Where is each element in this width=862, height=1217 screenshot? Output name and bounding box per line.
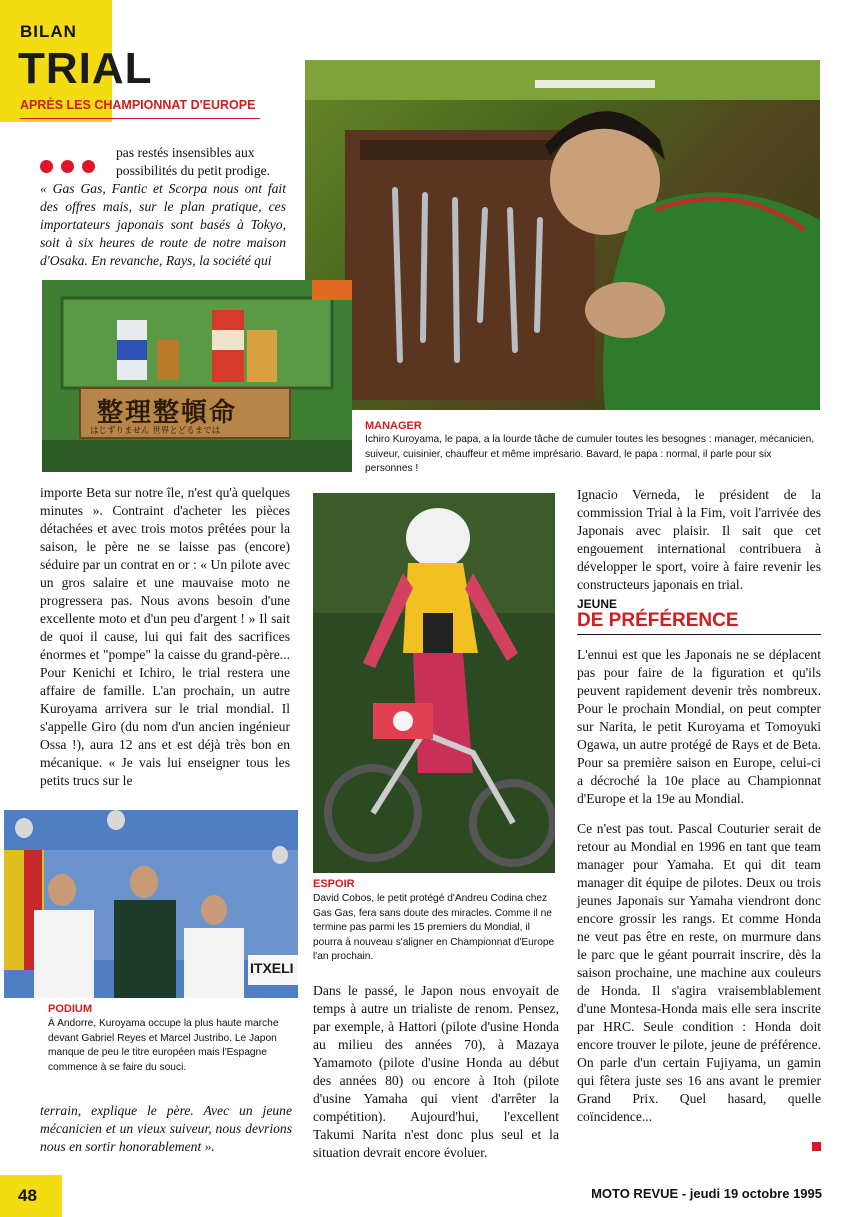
page-number: 48	[18, 1186, 37, 1205]
magazine-footer: MOTO REVUE - jeudi 19 octobre 1995	[591, 1186, 822, 1201]
rider-photo	[313, 493, 555, 873]
manager-photo	[305, 60, 820, 410]
intro-quote: « Gas Gas, Fantic et Scorpa nous ont fait des offres mais, sur le plan pratique, ces importateurs japonais sont basés à Tokyo, soit à six heures de route de notre maison d'Osaka. En revanche, Rays, la société qui	[40, 181, 286, 268]
section-title-small: JEUNE	[577, 597, 618, 611]
bullet-dots-icon	[40, 160, 103, 178]
caption-manager-head: MANAGER	[365, 420, 422, 432]
caption-espoir-text: David Cobos, le petit protégé d'Andreu Codina chez Gas Gas, fera sans doute des miracles. Comme il ne termine pas parmi les 15 premiers du Mondial, il pourra à nouveau s'aligner en Championnat d'Europe l'an prochain.	[313, 893, 555, 962]
col1-bottom: terrain, explique le père. Avec un jeune mécanicien et un vieux suiveur, nous devrions nous en sortir honorablement ».	[40, 1103, 292, 1154]
toolbox-photo-illustration	[42, 280, 352, 472]
caption-espoir-head: ESPOIR	[313, 878, 355, 890]
col3-paragraph-1: L'ennui est que les Japonais ne se déplacent pas pour faire de la figuration et qu'ils peuvent rapidement devenir très nombreux. Pour le prochain Mondial, on peut compter sur Narita, le petit Kuroyama et Tomoyuki Ogawa, un autre protégé de Rays et de Beta. Pour sa première saison en Europe, celui-ci a décroché la 10e place au Championnat d'Europe et la 19e au Mondial.	[577, 647, 821, 806]
rider-photo-illustration	[313, 493, 555, 873]
caption-podium-text: À Andorre, Kuroyama occupe la plus haute marche devant Gabriel Reyes et Marcel Justribo. Le Japon manque de peu le titre européen mais l'Espagne commence à se faire du souci.	[48, 1018, 279, 1073]
page-subtitle: APRÈS LES CHAMPIONNAT D'EUROPE	[20, 98, 256, 112]
caption-manager-text: Ichiro Kuroyama, le papa, a la lourde tâche de cumuler toutes les besognes : manager, mécanicien, suiveur, cuisinier, chauffeur et même imprésario. Bavard, le papa : normal, il parle pour six personnes !	[365, 434, 815, 474]
section-kicker: BILAN	[20, 22, 77, 41]
sign-small-text: はじずりません 世界とどるまでは	[90, 426, 221, 436]
podium-banner-text: ITXELI	[250, 960, 294, 976]
page-title: TRIAL	[18, 44, 153, 93]
section-divider	[577, 634, 821, 635]
toolbox-photo	[42, 280, 352, 472]
col3-intro: Ignacio Verneda, le président de la commission Trial à la Fim, voit l'arrivée des Japonais avec plaisir. Il sait que cet engouement international contribuera à développer le sport, voire à faire revenir les constructeurs japonais en trial.	[577, 487, 821, 592]
col2-body: Dans le passé, le Japon nous envoyait de temps à autre un trialiste de renom. Pensez, par exemple, à Hattori (pilote d'usine Honda au milieu des années 70), à Mazaya Yamamoto (pilote d'usine Honda au début des années 80) ou encore à Itoh (pilote d'usine Yamaha qui vient d'arrêter la compétition). Aujourd'hui, l'excellent Takumi Narita n'est donc plus seul et la situation devrait encore évoluer.	[313, 983, 559, 1160]
manager-photo-illustration	[305, 60, 820, 410]
col1-body: importe Beta sur notre île, n'est qu'à quelques minutes ». Contraint d'acheter les pièces détachées et avec trois motos prêtées pour la saison, le père ne se laisse pas (encore) séduire par un contrat en or : « Un pilote avec un gros salaire et une mauvaise moto ne progressera pas. Nous avons besoin d'une excellente moto et d'un peu d'argent ! » Il sait de quoi il cause, lui qui fait des sacrifices énormes et "pompe" la caisse du grand-père... Pour Kenichi et Ichiro, le trial restera une affaire de famille. L'an prochain, un autre Kuroyama arrivera sur le trial mondial. Il s'appelle Giro (du nom d'un ancien ingénieur Ossa !), aura 12 ans et est déjà très bon en mécanique. « Je vais lui enseigner tous les petits trucs sur le	[40, 485, 290, 788]
sign-kanji: 整理整頓命	[97, 398, 238, 428]
podium-photo	[4, 810, 298, 998]
subtitle-underline	[20, 118, 260, 119]
col3-paragraph-2: Ce n'est pas tout. Pascal Couturier serait de retour au Mondial en 1996 en tant que team manager pour Yamaha. Et qui dit team manager dit équipe de pilotes. Deux ou trois jeunes Japonais sur Yamaha viendront donc encore grossir les rangs. Et comme Honda ne veut pas être en reste, on murmure dans le parc que le géant pourrait inscrire, dès la saison prochaine, une machine aux couleurs de Honda. Il s'agira vraisemblablement d'une Montesa-Honda mais elle sera inscrite par HRC. Seule condition : Honda doit encore trouver le pilote, jeune de préférence. On parle d'un certain Fujiyama, un gamin qui fêtera juste ses 16 ans avant le premier Grand Prix. Quel hasard, quelle coïncidence...	[577, 821, 821, 1124]
intro-line-1: pas restés insensibles aux	[116, 145, 255, 160]
caption-podium-head: PODIUM	[48, 1003, 92, 1015]
section-title-big: DE PRÉFÉRENCE	[577, 610, 739, 631]
end-mark-icon	[812, 1142, 821, 1151]
intro-line-2: possibilités du petit prodige.	[116, 163, 271, 178]
